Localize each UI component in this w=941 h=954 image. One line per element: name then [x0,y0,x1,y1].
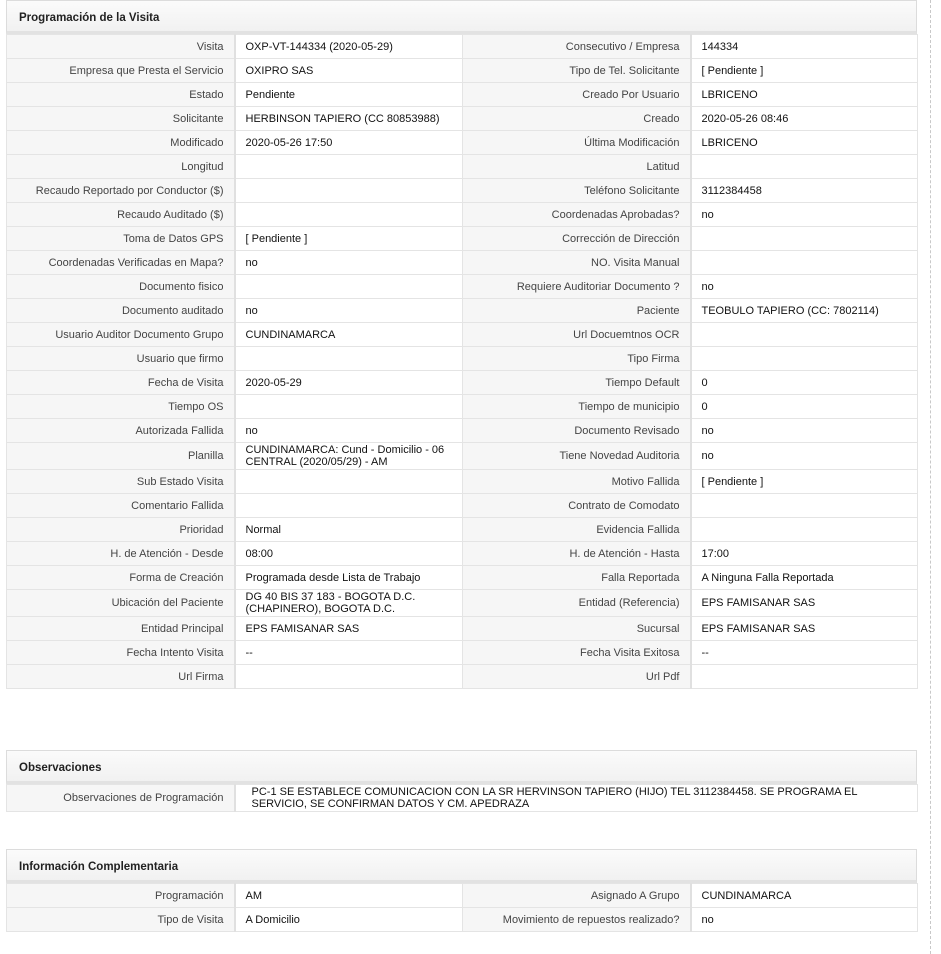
field-label: Creado Por Usuario [463,83,691,107]
field-label: Recaudo Reportado por Conductor ($) [7,179,235,203]
table-row [7,419,918,443]
table-row [7,884,918,908]
field-value: LBRICENO [691,83,918,107]
table-row [7,518,918,542]
complementary-table [6,883,918,932]
table-row [7,59,918,83]
field-label: Autorizada Fallida [7,419,235,443]
field-value: [ Pendiente ] [691,59,918,83]
field-value: EPS FAMISANAR SAS [691,617,918,641]
field-label: Teléfono Solicitante [463,179,691,203]
section-title: Observaciones [6,750,917,784]
field-value: HERBINSON TAPIERO (CC 80853988) [235,107,463,131]
field-value: 2020-05-26 17:50 [235,131,463,155]
field-label: Fecha Intento Visita [7,641,235,665]
field-value: OXIPRO SAS [235,59,463,83]
field-value: A Ninguna Falla Reportada [691,566,918,590]
field-label: Modificado [7,131,235,155]
field-value: EPS FAMISANAR SAS [691,590,918,617]
field-value: AM [235,884,463,908]
field-label: Tiempo de municipio [463,395,691,419]
field-label: Tiene Novedad Auditoria [463,443,691,470]
field-label: Tipo de Visita [7,908,235,932]
field-value: 0 [691,395,918,419]
field-value: 3112384458 [691,179,918,203]
observaciones-panel [6,750,917,812]
field-label: Entidad (Referencia) [463,590,691,617]
visit-details-table [6,34,918,689]
field-label: Coordenadas Verificadas en Mapa? [7,251,235,275]
table-row [7,443,918,470]
field-value: 2020-05-26 08:46 [691,107,918,131]
field-label: Contrato de Comodato [463,494,691,518]
field-label: Recaudo Auditado ($) [7,203,235,227]
field-value: OXP-VT-144334 (2020-05-29) [235,35,463,59]
field-value [235,347,463,371]
field-label: NO. Visita Manual [463,251,691,275]
field-value: no [691,419,918,443]
field-value: no [691,443,918,470]
field-label: Tipo de Tel. Solicitante [463,59,691,83]
field-label: Usuario que firmo [7,347,235,371]
field-label: Motivo Fallida [463,470,691,494]
field-label: Url Docuemtnos OCR [463,323,691,347]
field-value: CUNDINAMARCA [691,884,918,908]
table-row [7,275,918,299]
table-row [7,470,918,494]
table-row [7,323,918,347]
field-label: Planilla [7,443,235,470]
field-value: no [235,419,463,443]
field-label: Sucursal [463,617,691,641]
table-row [7,542,918,566]
field-value [235,665,463,689]
table-row [7,371,918,395]
table-row [7,347,918,371]
field-value: Pendiente [235,83,463,107]
field-label: Consecutivo / Empresa [463,35,691,59]
table-row [7,299,918,323]
field-value: no [691,203,918,227]
field-value: 2020-05-29 [235,371,463,395]
field-label: Forma de Creación [7,566,235,590]
field-label: Paciente [463,299,691,323]
field-value [235,494,463,518]
field-label: Falla Reportada [463,566,691,590]
table-row [7,179,918,203]
field-value [235,155,463,179]
field-value [235,275,463,299]
field-label: Coordenadas Aprobadas? [463,203,691,227]
field-label: Requiere Auditoriar Documento ? [463,275,691,299]
field-label: Prioridad [7,518,235,542]
field-label: H. de Atención - Hasta [463,542,691,566]
field-value: CUNDINAMARCA [235,323,463,347]
table-row [7,590,918,617]
field-value [691,251,918,275]
field-label: Longitud [7,155,235,179]
section-title: Programación de la Visita [6,0,917,34]
field-label: Entidad Principal [7,617,235,641]
field-value: 17:00 [691,542,918,566]
field-label: Url Pdf [463,665,691,689]
field-label: Visita [7,35,235,59]
table-row [7,641,918,665]
field-label: Documento Revisado [463,419,691,443]
field-value: [ Pendiente ] [691,470,918,494]
field-value: no [691,275,918,299]
table-row [7,35,918,59]
field-value: -- [691,641,918,665]
field-value: EPS FAMISANAR SAS [235,617,463,641]
field-value: 144334 [691,35,918,59]
field-label: Latitud [463,155,691,179]
field-value: [ Pendiente ] [235,227,463,251]
field-value: no [691,908,918,932]
table-row [7,155,918,179]
field-label: Ubicación del Paciente [7,590,235,617]
field-label: Tipo Firma [463,347,691,371]
field-label: Última Modificación [463,131,691,155]
field-value [691,347,918,371]
field-label: Programación [7,884,235,908]
field-label: Fecha Visita Exitosa [463,641,691,665]
table-row [7,83,918,107]
section-title: Información Complementaria [6,849,917,883]
field-label: Sub Estado Visita [7,470,235,494]
table-row [7,251,918,275]
observaciones-table [6,784,918,812]
field-value: no [235,299,463,323]
field-value: Normal [235,518,463,542]
table-row [7,665,918,689]
dashed-divider [930,0,931,954]
field-label: Evidencia Fallida [463,518,691,542]
observaciones-value: PC-1 SE ESTABLECE COMUNICACION CON LA SR HERVINSON TAPIERO (HIJO) TEL 3112384458. SE PROGRAMA EL SERVICIO, SE CONFIRMAN DATOS Y CM. APEDRAZA [235,785,918,812]
field-label: H. de Atención - Desde [7,542,235,566]
table-row [7,566,918,590]
field-value: 0 [691,371,918,395]
field-value [691,155,918,179]
table-row [7,203,918,227]
field-value [691,323,918,347]
table-row [7,227,918,251]
field-label: Estado [7,83,235,107]
table-row [7,395,918,419]
field-value [235,179,463,203]
field-value [691,518,918,542]
field-label: Creado [463,107,691,131]
field-value: Programada desde Lista de Trabajo [235,566,463,590]
field-value [691,665,918,689]
field-value: 08:00 [235,542,463,566]
table-row [7,107,918,131]
informacion-complementaria-panel [6,849,917,932]
field-label: Tiempo Default [463,371,691,395]
field-value [235,203,463,227]
programacion-panel [6,0,917,689]
table-row [7,908,918,932]
field-label: Asignado A Grupo [463,884,691,908]
field-label: Comentario Fallida [7,494,235,518]
field-label: Documento auditado [7,299,235,323]
field-value: CUNDINAMARCA: Cund - Domicilio - 06 CENTRAL (2020/05/29) - AM [235,443,463,470]
table-row [7,617,918,641]
field-label: Empresa que Presta el Servicio [7,59,235,83]
field-label: Movimiento de repuestos realizado? [463,908,691,932]
field-value: DG 40 BIS 37 183 - BOGOTA D.C. (CHAPINERO), BOGOTA D.C. [235,590,463,617]
field-label: Url Firma [7,665,235,689]
field-label: Documento fisico [7,275,235,299]
field-value [691,227,918,251]
table-row [7,131,918,155]
field-value: TEOBULO TAPIERO (CC: 7802114) [691,299,918,323]
table-row [7,494,918,518]
field-value: LBRICENO [691,131,918,155]
field-value: A Domicilio [235,908,463,932]
field-value [235,470,463,494]
field-label: Fecha de Visita [7,371,235,395]
field-label: Usuario Auditor Documento Grupo [7,323,235,347]
field-label: Solicitante [7,107,235,131]
field-label: Toma de Datos GPS [7,227,235,251]
observaciones-label: Observaciones de Programación [7,785,235,812]
field-label: Corrección de Dirección [463,227,691,251]
field-label: Tiempo OS [7,395,235,419]
field-value: no [235,251,463,275]
field-value: -- [235,641,463,665]
field-value [235,395,463,419]
field-value [691,494,918,518]
